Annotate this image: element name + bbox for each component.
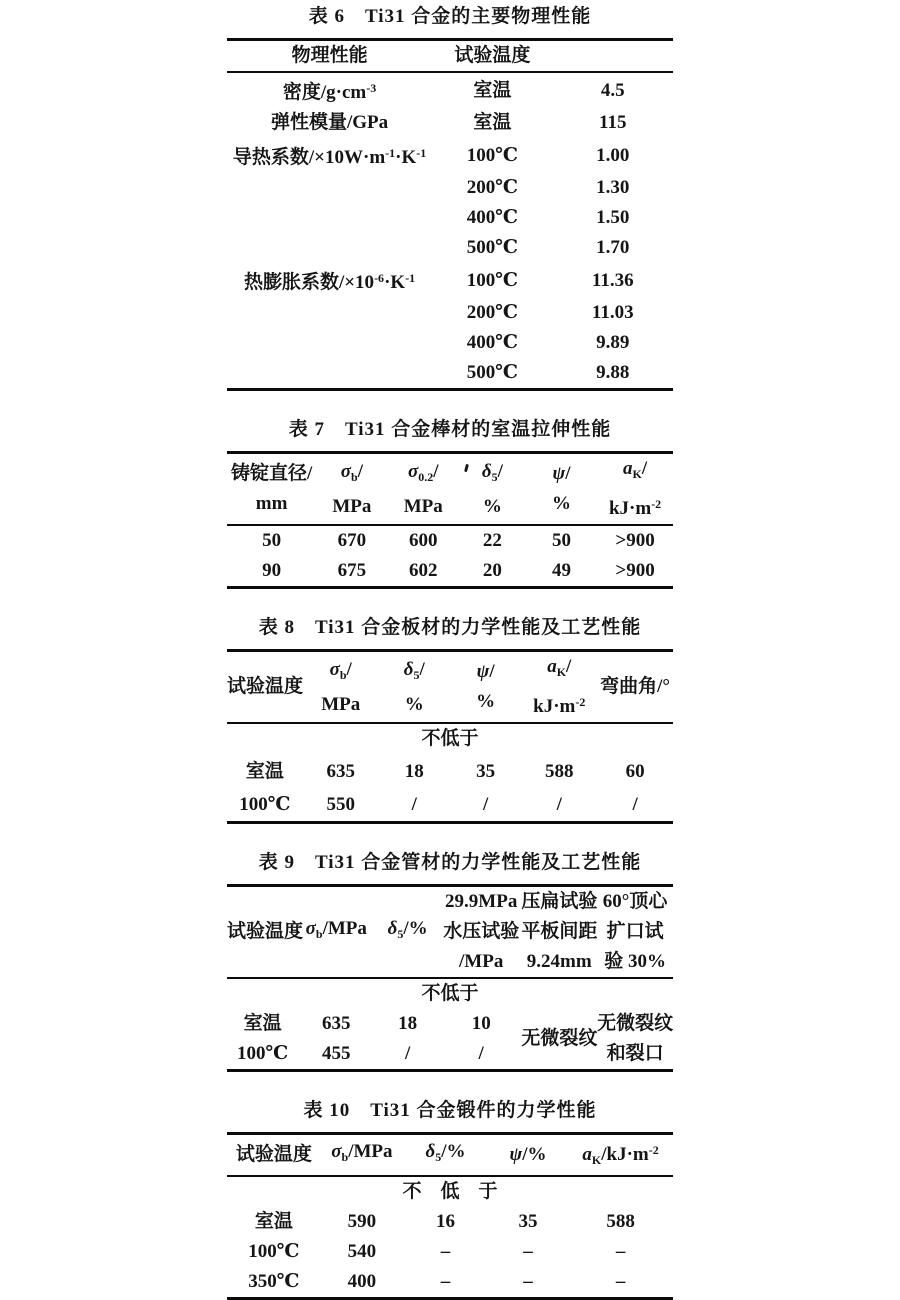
table-6-cell-r10-c2: 9.88: [596, 362, 630, 383]
table-8-cell-r2-c1: 635: [326, 761, 355, 782]
table-7-cell-r0-c2: $\sigma_{0.2}/$ MPa: [388, 453, 459, 526]
table-7-cell-r2-c5: >900: [615, 560, 655, 581]
table-8-cell-r2-c2: 18: [404, 761, 424, 782]
table-7-cell-r2-c0: 90: [262, 560, 282, 581]
table-6-cell-r6-c0: [227, 233, 432, 263]
document-page: [227, 0, 673, 1300]
table-8: [227, 615, 673, 824]
table-6-cell-r0-c0: 物理性能: [227, 40, 432, 73]
table-6-cell-r0-c1: 试验温度: [432, 40, 552, 73]
table-9-cell-r2-c5: 无微裂纹 和裂口: [597, 1012, 674, 1064]
table-6-cell-r5-c2: 1.50: [596, 207, 630, 228]
table-7-cell-r1-c0: 50: [262, 530, 282, 551]
table-9-cell-r3-c1: 455: [322, 1042, 351, 1064]
table-10-cell-r3-c4: –: [615, 1240, 626, 1262]
table-8-table: [227, 649, 673, 824]
table-8-cell-r0-c5: 弯曲角/°: [597, 651, 673, 724]
table-10: [227, 1098, 673, 1300]
table-10-cell-r4-c0: 350℃: [248, 1270, 300, 1292]
table-10-cell-r0-c1: $\sigma_b$/MPa: [321, 1133, 404, 1176]
table-7-title: 表 7 Ti31 合金棒材的室温拉伸性能: [288, 419, 612, 440]
table-8-cell-r3-c4: /: [556, 794, 562, 816]
table-7: [227, 417, 673, 589]
table-6-cell-r1-c2: 4.5: [600, 79, 625, 101]
table-9-cell-r0-c5: 60°顶心 扩口试 验 30%: [597, 885, 673, 978]
table-9-cell-r3-c3: /: [478, 1042, 484, 1064]
table-6-cell-r7-c0: 热膨胀系数$/\times 10^{-6}\cdot K^{-1}$: [243, 271, 416, 293]
table-10-cell-r0-c4: $a_K/kJ\cdot m^{-2}$: [568, 1133, 673, 1176]
table-8-cell-r3-c0: 100℃: [239, 794, 291, 816]
table-6-table: [227, 38, 673, 391]
table-8-cell-r0-c2: $\delta_5/$ %: [379, 651, 450, 724]
table-6-cell-r0-c2: [553, 40, 673, 73]
table-8-cell-r3-c1: 550: [326, 794, 355, 816]
table-7-cell-r2-c1: 675: [337, 560, 367, 581]
table-9-cell-r0-c3: 29.9MPa 水压试验 /MPa: [441, 885, 521, 978]
table-7-cell-r1-c4: 50: [551, 530, 571, 551]
table-9-cell-r0-c4: 压扁试验 平板间距 9.24mm: [521, 885, 597, 978]
table-8-cell-r3-c5: /: [632, 794, 638, 816]
table-10-cell-r3-c2: –: [440, 1240, 451, 1262]
table-7-cell-r0-c0: 铸锭直径/ mm: [227, 453, 316, 526]
table-10-cell-r4-c2: –: [440, 1270, 451, 1292]
table-7-cell-r0-c5: $a_K/$ $kJ\cdot m^{-2}$: [597, 453, 673, 526]
table-9-cell-r0-c2: $\delta_5/\%$: [374, 885, 441, 978]
table-10-cell-r4-c4: –: [615, 1270, 626, 1292]
table-7-cell-r0-c1: $\sigma_b/$ MPa: [316, 453, 387, 526]
table-10-cell-r1-c0: 不 低 于: [402, 1180, 498, 1202]
table-6-cell-r2-c1: 室温: [473, 112, 512, 133]
table-9-cell-r2-c3: 10: [471, 1012, 491, 1034]
table-6-cell-r1-c1: 室温: [473, 79, 512, 101]
table-10-cell-r2-c0: 室温: [254, 1210, 293, 1232]
table-6-cell-r9-c0: [227, 328, 432, 358]
table-7-table: [227, 451, 673, 589]
table-10-cell-r4-c1: 400: [347, 1270, 377, 1292]
table-10-cell-r2-c2: 16: [436, 1210, 456, 1232]
table-7-cell-r1-c5: >900: [615, 530, 655, 551]
table-10-cell-r3-c1: 540: [347, 1240, 377, 1262]
table-6-cell-r10-c0: [227, 358, 432, 390]
table-6: [227, 4, 673, 391]
table-8-cell-r3-c3: /: [483, 794, 489, 816]
table-10-cell-r0-c0: 试验温度: [227, 1133, 321, 1176]
table-7-cell-r2-c2: 602: [408, 560, 438, 581]
table-8-cell-r2-c5: 60: [625, 761, 645, 782]
table-9-cell-r3-c2: /: [404, 1042, 411, 1064]
table-8-cell-r0-c0: 试验温度: [227, 651, 303, 724]
table-6-cell-r5-c0: [227, 203, 432, 233]
table-6-cell-r6-c1: 500℃: [466, 237, 518, 258]
table-6-cell-r10-c1: 500℃: [466, 362, 518, 383]
table-6-title: 表 6 Ti31 合金的主要物理性能: [308, 6, 592, 27]
table-10-cell-r2-c1: 590: [347, 1210, 377, 1232]
table-6-cell-r3-c0: 导热系数$/\times 10W\cdot m^{-1}\cdot K^{-1}$: [232, 146, 427, 168]
table-8-cell-r3-c2: /: [411, 794, 417, 816]
table-7-cell-r2-c3: 20: [482, 560, 502, 581]
table-7-cell-r0-c4: ψ/ %: [526, 453, 597, 526]
table-7-cell-r0-c3: $\delta_5/$ %: [459, 453, 526, 526]
table-8-cell-r2-c3: 35: [476, 761, 496, 782]
table-9-cell-r2-c2: 18: [398, 1012, 418, 1034]
table-6-cell-r7-c2: 11.36: [591, 269, 634, 291]
table-9-cell-r2-c4: 无微裂纹: [521, 1027, 598, 1049]
table-8-cell-r0-c1: $\sigma_b/$ MPa: [303, 651, 379, 724]
table-10-title: 表 10 Ti31 合金锻件的力学性能: [303, 1099, 597, 1121]
table-6-cell-r4-c2: 1.30: [596, 177, 630, 198]
table-9-cell-r2-c0: 室温: [243, 1012, 282, 1034]
table-6-cell-r7-c1: 100℃: [466, 269, 518, 291]
table-9-cell-r3-c0: 100℃: [237, 1042, 289, 1064]
table-10-table: [227, 1132, 673, 1300]
table-6-cell-r8-c1: 200℃: [466, 302, 518, 323]
table-6-cell-r4-c1: 200℃: [466, 177, 518, 198]
table-6-cell-r2-c0: 弹性模量/GPa: [270, 112, 389, 133]
table-6-cell-r9-c1: 400℃: [466, 332, 518, 353]
table-6-cell-r3-c2: 1.00: [596, 144, 630, 166]
table-8-cell-r0-c4: $a_K/$ $kJ\cdot m^{-2}$: [521, 651, 597, 724]
table-7-cell-r2-c4: 49: [551, 560, 571, 581]
table-7-cell-r1-c2: 600: [408, 530, 438, 551]
table-6-cell-r4-c0: [227, 173, 432, 203]
table-6-cell-r6-c2: 1.70: [596, 237, 630, 258]
table-6-cell-r3-c1: 100℃: [466, 144, 518, 166]
table-6-cell-r5-c1: 400℃: [466, 207, 518, 228]
table-10-cell-r2-c3: 35: [518, 1210, 538, 1232]
table-9-title: 表 9 Ti31 合金管材的力学性能及工艺性能: [258, 851, 642, 873]
table-8-cell-r2-c0: 室温: [245, 761, 284, 782]
table-8-cell-r2-c4: 588: [545, 761, 574, 782]
table-6-cell-r1-c0: 密度$/g\cdot cm^{-3}$: [282, 81, 377, 103]
table-10-cell-r4-c3: –: [523, 1270, 533, 1292]
table-9-cell-r0-c0: 试验温度: [227, 885, 298, 978]
table-7-cell-r1-c1: 670: [337, 530, 367, 551]
table-10-cell-r3-c3: –: [523, 1240, 533, 1262]
table-9-cell-r2-c1: 635: [322, 1012, 351, 1034]
table-9-table: [227, 884, 673, 1072]
table-10-cell-r2-c4: 588: [606, 1210, 635, 1232]
table-9-cell-r0-c1: $\sigma_b$/MPa: [298, 885, 374, 978]
table-8-title: 表 8 Ti31 合金板材的力学性能及工艺性能: [258, 617, 642, 638]
table-8-cell-r0-c3: ψ/ %: [450, 651, 521, 724]
table-6-cell-r2-c2: 115: [599, 112, 627, 133]
table-10-cell-r0-c2: $\delta_5/\%$: [403, 1133, 488, 1176]
table-6-cell-r9-c2: 9.89: [596, 332, 630, 353]
table-8-cell-r1-c0: 不低于: [421, 728, 479, 749]
table-9: [227, 850, 673, 1072]
table-6-cell-r8-c2: 11.03: [591, 302, 634, 323]
table-10-cell-r3-c0: 100℃: [248, 1240, 300, 1262]
table-10-cell-r0-c3: ψ/%: [488, 1133, 568, 1176]
table-7-cell-r1-c3: 22: [482, 530, 502, 551]
table-9-cell-r1-c0: 不低于: [421, 982, 479, 1004]
table-6-cell-r8-c0: [227, 298, 432, 328]
